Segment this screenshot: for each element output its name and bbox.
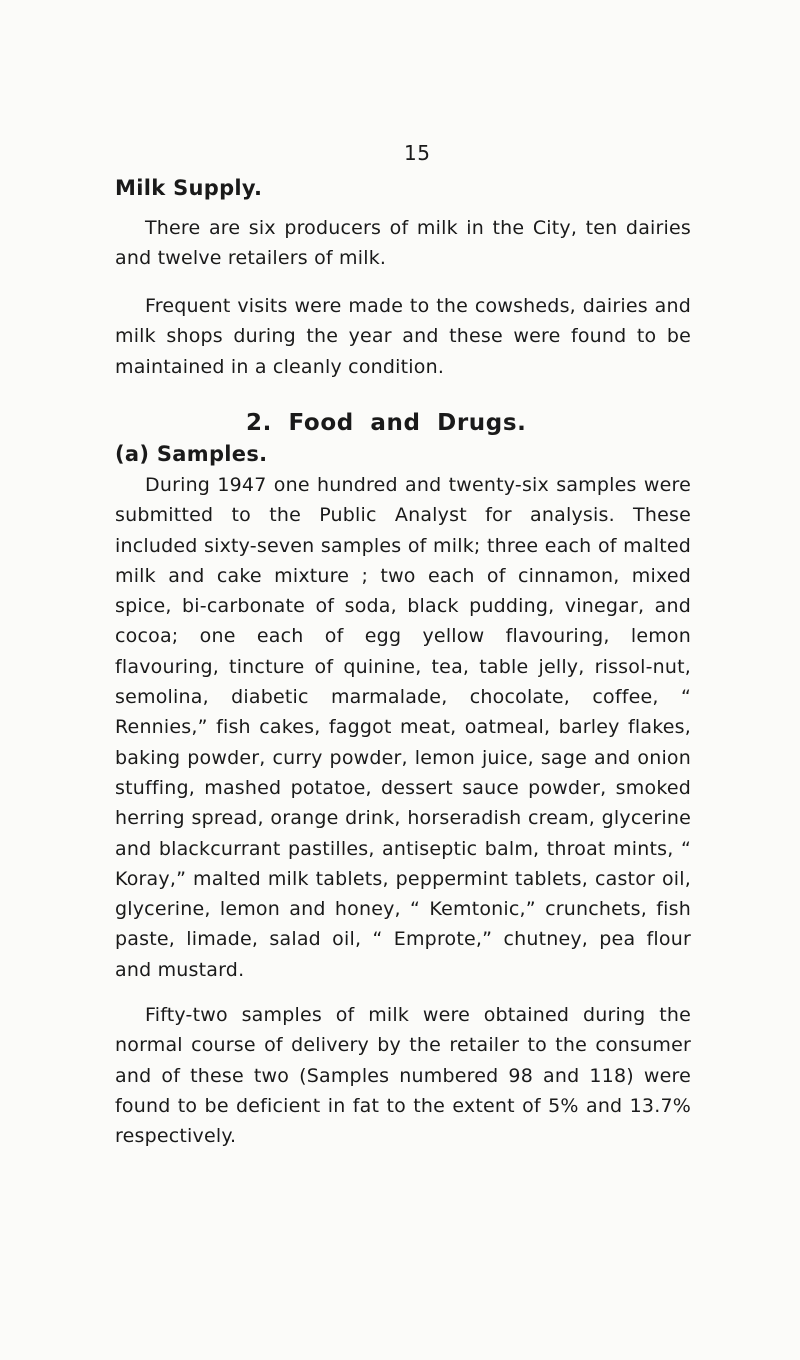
samples-subheading: (a) Samples. (115, 442, 268, 466)
samples-paragraph-1: During 1947 one hundred and twenty-six samples were submitted to the Public Analyst for analysis. These included sixty-seven samples of milk; three each of malted milk and cake mixture ; two each of cinnamon, mixed spice, bi-carbonate of soda, black pudding, vinegar, and cocoa; one each of egg yellow flavouring, lemon flavouring, tincture of quinine, tea, table jelly, rissol-nut, semolina, diabetic marmalade, chocolate, coffee, “ Rennies,” fish cakes, faggot meat, oatmeal, barley flakes, baking powder, curry powder, lemon juice, sage and onion stuffing, mashed potatoe, dessert sauce powder, smoked herring spread, orange drink, horseradish cream, glycerine and blackcurrant pastilles, antiseptic balm, throat mints, “ Koray,” malted milk tablets, peppermint tablets, castor oil, glycerine, lemon and honey, “ Kemtonic,” crunchets, fish paste, limade, salad oil, “ Emprote,” chutney, pea flour and mustard. (115, 474, 691, 981)
milk-supply-heading: Milk Supply. (115, 176, 263, 200)
samples-paragraph-2: Fifty-two samples of milk were obtained during the normal course of delivery by the retailer to the consumer and of these two (Samples numbered 98 and 118) were found to be deficient in fat to the extent of 5% and 13.7% respectively. (115, 1004, 691, 1148)
milk-supply-paragraph-2: Frequent visits were made to the cowsheds, dairies and milk shops during the year and these were found to be maintained in a cleanly condition. (115, 295, 691, 378)
food-and-drugs-title: 2. Food and Drugs. (246, 410, 527, 436)
page-number: 15 (404, 141, 431, 165)
milk-supply-paragraph-1: There are six producers of milk in the City, ten dairies and twelve retailers of milk. (115, 217, 691, 270)
